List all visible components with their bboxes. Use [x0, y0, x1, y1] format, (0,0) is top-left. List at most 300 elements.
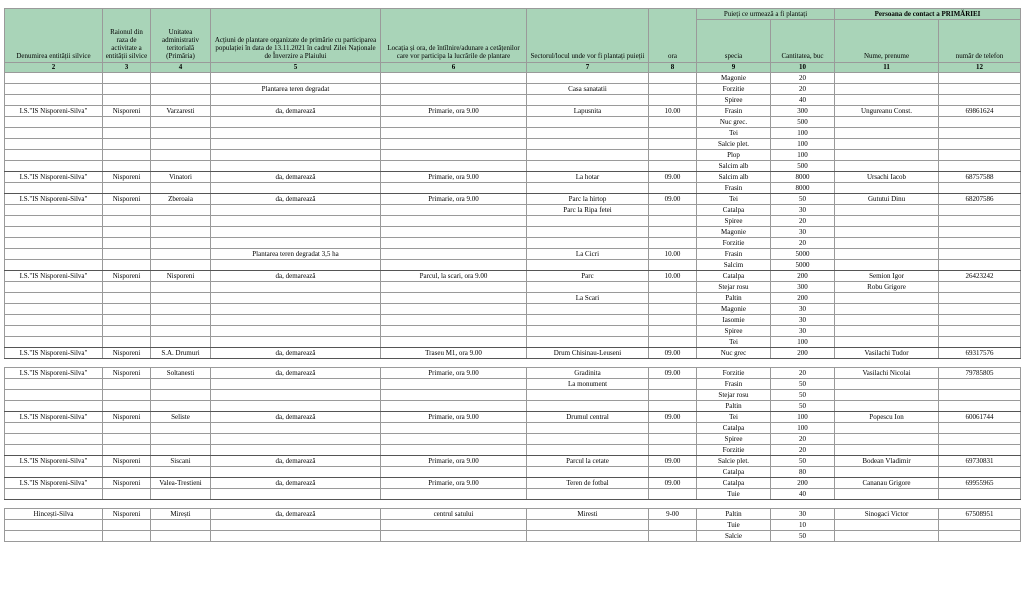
- town-hall-cell: [151, 84, 211, 95]
- table-row: [5, 368, 1021, 379]
- location-cell: [381, 84, 527, 95]
- contact-name-cell: Sinogaci Victor: [835, 509, 939, 520]
- actions-cell: da, demarează: [211, 348, 381, 359]
- sector-cell: [527, 337, 649, 348]
- sector-cell: [527, 73, 649, 84]
- phone-cell: [939, 304, 1021, 315]
- time-cell: [649, 216, 697, 227]
- spacer-cell: [939, 500, 1021, 509]
- sector-cell: Miresti: [527, 509, 649, 520]
- location-cell: [381, 282, 527, 293]
- table-row: [5, 216, 1021, 227]
- sector-cell: [527, 260, 649, 271]
- quantity-cell: 50: [771, 194, 835, 205]
- phone-cell: 60061744: [939, 412, 1021, 423]
- phone-cell: 69955965: [939, 478, 1021, 489]
- town-hall-cell: [151, 379, 211, 390]
- table-row: [5, 348, 1021, 359]
- table-row: [5, 282, 1021, 293]
- district-cell: Nisporeni: [103, 172, 151, 183]
- species-cell: Nuc grec: [697, 348, 771, 359]
- quantity-cell: 100: [771, 412, 835, 423]
- spacer-cell: [151, 359, 211, 368]
- sector-cell: Drumul central: [527, 412, 649, 423]
- quantity-cell: 8000: [771, 183, 835, 194]
- contact-name-cell: Popescu Ion: [835, 412, 939, 423]
- district-cell: [103, 205, 151, 216]
- time-cell: [649, 337, 697, 348]
- time-cell: [649, 531, 697, 542]
- entity-cell: I.S."IS Nisporeni-Silva": [5, 194, 103, 205]
- location-cell: [381, 304, 527, 315]
- actions-cell: [211, 434, 381, 445]
- actions-cell: [211, 282, 381, 293]
- district-cell: [103, 117, 151, 128]
- actions-cell: [211, 304, 381, 315]
- time-cell: 09.00: [649, 456, 697, 467]
- town-hall-cell: [151, 128, 211, 139]
- quantity-cell: 40: [771, 95, 835, 106]
- phone-cell: 26423242: [939, 271, 1021, 282]
- entity-cell: [5, 337, 103, 348]
- district-cell: [103, 249, 151, 260]
- actions-cell: da, demarează: [211, 194, 381, 205]
- entity-cell: I.S."IS Nisporeni-Silva": [5, 412, 103, 423]
- phone-cell: [939, 315, 1021, 326]
- sector-cell: [527, 467, 649, 478]
- quantity-cell: 50: [771, 390, 835, 401]
- location-cell: Primarie, ora 9.00: [381, 368, 527, 379]
- sector-cell: Parc la hirtop: [527, 194, 649, 205]
- species-cell: Stejar rosu: [697, 390, 771, 401]
- spacer-cell: [151, 500, 211, 509]
- location-cell: [381, 337, 527, 348]
- town-hall-cell: Vinatori: [151, 172, 211, 183]
- location-cell: [381, 315, 527, 326]
- sector-cell: [527, 117, 649, 128]
- species-cell: Spiree: [697, 216, 771, 227]
- header-phone: număr de telefon: [939, 20, 1021, 63]
- town-hall-cell: [151, 73, 211, 84]
- town-hall-cell: Mirești: [151, 509, 211, 520]
- sector-cell: [527, 95, 649, 106]
- location-cell: [381, 489, 527, 500]
- quantity-cell: 20: [771, 84, 835, 95]
- district-cell: [103, 73, 151, 84]
- actions-cell: [211, 390, 381, 401]
- location-cell: [381, 95, 527, 106]
- district-cell: [103, 337, 151, 348]
- species-cell: Nuc grec.: [697, 117, 771, 128]
- species-cell: Magonie: [697, 227, 771, 238]
- location-cell: [381, 238, 527, 249]
- quantity-cell: 50: [771, 401, 835, 412]
- quantity-cell: 200: [771, 478, 835, 489]
- actions-cell: [211, 445, 381, 456]
- location-cell: [381, 401, 527, 412]
- table-row: [5, 84, 1021, 95]
- entity-cell: [5, 401, 103, 412]
- location-cell: Primarie, ora 9.00: [381, 106, 527, 117]
- species-cell: Forzitie: [697, 368, 771, 379]
- contact-name-cell: Gututui Dinu: [835, 194, 939, 205]
- contact-name-cell: [835, 95, 939, 106]
- quantity-cell: 30: [771, 304, 835, 315]
- spacer-cell: [771, 359, 835, 368]
- time-cell: [649, 434, 697, 445]
- district-cell: Nisporeni: [103, 509, 151, 520]
- time-cell: [649, 304, 697, 315]
- location-cell: [381, 423, 527, 434]
- entity-cell: [5, 282, 103, 293]
- species-cell: Frasin: [697, 379, 771, 390]
- location-cell: [381, 161, 527, 172]
- entity-cell: [5, 520, 103, 531]
- district-cell: [103, 95, 151, 106]
- table-row: [5, 73, 1021, 84]
- spacer-cell: [649, 500, 697, 509]
- sector-cell: [527, 150, 649, 161]
- actions-cell: [211, 326, 381, 337]
- town-hall-cell: [151, 117, 211, 128]
- table-row: [5, 467, 1021, 478]
- time-cell: 10.00: [649, 249, 697, 260]
- time-cell: [649, 238, 697, 249]
- location-cell: [381, 205, 527, 216]
- header-location: Locația și ora, de întîlnire/adunare a cetățenilor care vor participa la lucrările de plantare: [381, 9, 527, 63]
- quantity-cell: 20: [771, 445, 835, 456]
- location-cell: [381, 227, 527, 238]
- species-cell: Frasin: [697, 183, 771, 194]
- district-cell: Nisporeni: [103, 271, 151, 282]
- time-cell: [649, 205, 697, 216]
- species-cell: Salcie plet.: [697, 456, 771, 467]
- quantity-cell: 8000: [771, 172, 835, 183]
- quantity-cell: 10: [771, 520, 835, 531]
- town-hall-cell: [151, 337, 211, 348]
- header-entity: Denumirea entității silvice: [5, 9, 103, 63]
- town-hall-cell: [151, 150, 211, 161]
- time-cell: 10.00: [649, 271, 697, 282]
- spacer-cell: [103, 500, 151, 509]
- phone-cell: [939, 445, 1021, 456]
- phone-cell: [939, 227, 1021, 238]
- time-cell: [649, 445, 697, 456]
- phone-cell: [939, 205, 1021, 216]
- town-hall-cell: [151, 401, 211, 412]
- phone-cell: [939, 467, 1021, 478]
- spacer-cell: [835, 359, 939, 368]
- header-group-seedlings: Puieți ce urmează a fi plantați: [697, 9, 835, 20]
- actions-cell: [211, 315, 381, 326]
- time-cell: [649, 423, 697, 434]
- spreadsheet: [4, 8, 1020, 542]
- table-row: [5, 304, 1021, 315]
- table-row: [5, 445, 1021, 456]
- species-cell: Catalpa: [697, 467, 771, 478]
- location-cell: [381, 183, 527, 194]
- actions-cell: da, demarează: [211, 368, 381, 379]
- sector-cell: [527, 445, 649, 456]
- district-cell: [103, 161, 151, 172]
- table-row: [5, 150, 1021, 161]
- actions-cell: [211, 260, 381, 271]
- quantity-cell: 100: [771, 337, 835, 348]
- phone-cell: 69317576: [939, 348, 1021, 359]
- contact-name-cell: [835, 304, 939, 315]
- location-cell: [381, 434, 527, 445]
- location-cell: [381, 326, 527, 337]
- species-cell: Salcim: [697, 260, 771, 271]
- time-cell: [649, 379, 697, 390]
- actions-cell: [211, 337, 381, 348]
- sector-cell: Parcul la cetate: [527, 456, 649, 467]
- district-cell: [103, 434, 151, 445]
- entity-cell: [5, 249, 103, 260]
- district-cell: Nisporeni: [103, 194, 151, 205]
- sector-cell: [527, 401, 649, 412]
- quantity-cell: 50: [771, 379, 835, 390]
- quantity-cell: 50: [771, 531, 835, 542]
- town-hall-cell: [151, 95, 211, 106]
- entity-cell: [5, 379, 103, 390]
- contact-name-cell: [835, 84, 939, 95]
- quantity-cell: 200: [771, 348, 835, 359]
- district-cell: [103, 238, 151, 249]
- spacer-cell: [649, 359, 697, 368]
- contact-name-cell: [835, 401, 939, 412]
- entity-cell: I.S."IS Nisporeni-Silva": [5, 368, 103, 379]
- sector-cell: Drum Chisinau-Leuseni: [527, 348, 649, 359]
- entity-cell: [5, 205, 103, 216]
- contact-name-cell: [835, 128, 939, 139]
- town-hall-cell: [151, 423, 211, 434]
- actions-cell: da, demarează: [211, 271, 381, 282]
- sector-cell: [527, 128, 649, 139]
- district-cell: Nisporeni: [103, 412, 151, 423]
- table-row: [5, 489, 1021, 500]
- time-cell: 9-00: [649, 509, 697, 520]
- actions-cell: [211, 227, 381, 238]
- contact-name-cell: [835, 216, 939, 227]
- town-hall-cell: [151, 282, 211, 293]
- quantity-cell: 300: [771, 282, 835, 293]
- time-cell: [649, 117, 697, 128]
- phone-cell: 68207586: [939, 194, 1021, 205]
- location-cell: [381, 249, 527, 260]
- spacer-cell: [771, 500, 835, 509]
- species-cell: Catalpa: [697, 478, 771, 489]
- contact-name-cell: [835, 238, 939, 249]
- entity-cell: [5, 304, 103, 315]
- table-row: [5, 520, 1021, 531]
- contact-name-cell: Ursachi Iacob: [835, 172, 939, 183]
- quantity-cell: 200: [771, 271, 835, 282]
- location-cell: [381, 150, 527, 161]
- actions-cell: [211, 161, 381, 172]
- entity-cell: I.S."IS Nisporeni-Silva": [5, 271, 103, 282]
- table-row: [5, 260, 1021, 271]
- quantity-cell: 20: [771, 368, 835, 379]
- contact-name-cell: [835, 73, 939, 84]
- entity-cell: [5, 216, 103, 227]
- town-hall-cell: [151, 531, 211, 542]
- quantity-cell: 40: [771, 489, 835, 500]
- time-cell: 10.00: [649, 106, 697, 117]
- table-row: [5, 423, 1021, 434]
- col-number: 9: [697, 63, 771, 73]
- spacer-cell: [381, 359, 527, 368]
- species-cell: Plop: [697, 150, 771, 161]
- sector-cell: [527, 183, 649, 194]
- entity-cell: I.S."IS Nisporeni-Silva": [5, 172, 103, 183]
- town-hall-cell: Seliste: [151, 412, 211, 423]
- spacer-cell: [211, 500, 381, 509]
- header-actions: Acțiuni de plantare organizate de primărie cu participarea populației în data de 13.11.2021 în cadrul Zilei Naționale de Înverzire a Plaiului: [211, 9, 381, 63]
- contact-name-cell: Vasilachi Nicolai: [835, 368, 939, 379]
- quantity-cell: 20: [771, 73, 835, 84]
- location-cell: [381, 445, 527, 456]
- sector-cell: Parc: [527, 271, 649, 282]
- phone-cell: [939, 238, 1021, 249]
- col-number: 7: [527, 63, 649, 73]
- species-cell: Frasin: [697, 106, 771, 117]
- actions-cell: Plantarea teren degradat 3,5 ha: [211, 249, 381, 260]
- table-row: [5, 95, 1021, 106]
- actions-cell: [211, 520, 381, 531]
- actions-cell: [211, 489, 381, 500]
- sector-cell: [527, 520, 649, 531]
- species-cell: Spiree: [697, 95, 771, 106]
- column-numbers-row: [5, 63, 1021, 73]
- location-cell: [381, 531, 527, 542]
- entity-cell: [5, 445, 103, 456]
- district-cell: [103, 520, 151, 531]
- species-cell: Tei: [697, 128, 771, 139]
- phone-cell: [939, 390, 1021, 401]
- sector-cell: [527, 238, 649, 249]
- contact-name-cell: Vasilachi Tudor: [835, 348, 939, 359]
- table-row: [5, 531, 1021, 542]
- table-row: [5, 315, 1021, 326]
- spacer-cell: [211, 359, 381, 368]
- actions-cell: da, demarează: [211, 509, 381, 520]
- town-hall-cell: [151, 434, 211, 445]
- district-cell: [103, 489, 151, 500]
- town-hall-cell: [151, 489, 211, 500]
- actions-cell: Plantarea teren degradat: [211, 84, 381, 95]
- contact-name-cell: [835, 520, 939, 531]
- contact-name-cell: Ungureanu Const.: [835, 106, 939, 117]
- town-hall-cell: [151, 445, 211, 456]
- spacer-cell: [835, 500, 939, 509]
- col-number: 2: [5, 63, 103, 73]
- town-hall-cell: [151, 161, 211, 172]
- actions-cell: [211, 401, 381, 412]
- district-cell: [103, 326, 151, 337]
- species-cell: Forzitie: [697, 238, 771, 249]
- town-hall-cell: [151, 315, 211, 326]
- time-cell: [649, 315, 697, 326]
- header-quantity: Cantitatea, buc: [771, 20, 835, 63]
- town-hall-cell: S.A. Drumuri: [151, 348, 211, 359]
- actions-cell: da, demarează: [211, 412, 381, 423]
- sector-cell: La monument: [527, 379, 649, 390]
- table-row: [5, 249, 1021, 260]
- table-row: [5, 434, 1021, 445]
- sector-cell: [527, 227, 649, 238]
- location-cell: [381, 467, 527, 478]
- time-cell: [649, 128, 697, 139]
- sector-cell: [527, 390, 649, 401]
- district-cell: [103, 282, 151, 293]
- contact-name-cell: [835, 326, 939, 337]
- contact-name-cell: [835, 434, 939, 445]
- town-hall-cell: [151, 227, 211, 238]
- quantity-cell: 100: [771, 423, 835, 434]
- phone-cell: 67508951: [939, 509, 1021, 520]
- time-cell: [649, 73, 697, 84]
- location-cell: Primarie, ora 9.00: [381, 478, 527, 489]
- town-hall-cell: Nisporeni: [151, 271, 211, 282]
- actions-cell: [211, 293, 381, 304]
- sector-cell: [527, 304, 649, 315]
- species-cell: Salcim alb: [697, 161, 771, 172]
- col-number: 5: [211, 63, 381, 73]
- contact-name-cell: [835, 379, 939, 390]
- entity-cell: [5, 161, 103, 172]
- town-hall-cell: Zberoaia: [151, 194, 211, 205]
- location-cell: Traseu M1, ora 9.00: [381, 348, 527, 359]
- table-row: [5, 401, 1021, 412]
- entity-cell: [5, 467, 103, 478]
- species-cell: Catalpa: [697, 205, 771, 216]
- entity-cell: [5, 84, 103, 95]
- quantity-cell: 30: [771, 509, 835, 520]
- entity-cell: [5, 139, 103, 150]
- location-cell: [381, 260, 527, 271]
- district-cell: [103, 467, 151, 478]
- species-cell: Tei: [697, 337, 771, 348]
- contact-name-cell: [835, 117, 939, 128]
- district-cell: [103, 445, 151, 456]
- district-cell: Nisporeni: [103, 106, 151, 117]
- phone-cell: [939, 489, 1021, 500]
- entity-cell: [5, 117, 103, 128]
- quantity-cell: 30: [771, 227, 835, 238]
- contact-name-cell: [835, 150, 939, 161]
- quantity-cell: 200: [771, 293, 835, 304]
- town-hall-cell: Valea-Trestieni: [151, 478, 211, 489]
- entity-cell: I.S."IS Nisporeni-Silva": [5, 348, 103, 359]
- time-cell: [649, 95, 697, 106]
- time-cell: [649, 150, 697, 161]
- town-hall-cell: [151, 260, 211, 271]
- contact-name-cell: [835, 293, 939, 304]
- header-contact-name: Nume, prenume: [835, 20, 939, 63]
- location-cell: [381, 379, 527, 390]
- table-row: [5, 337, 1021, 348]
- table-row: [5, 139, 1021, 150]
- phone-cell: [939, 337, 1021, 348]
- quantity-cell: 5000: [771, 260, 835, 271]
- actions-cell: [211, 95, 381, 106]
- town-hall-cell: [151, 249, 211, 260]
- planting-table: [4, 8, 1021, 542]
- actions-cell: [211, 216, 381, 227]
- entity-cell: [5, 150, 103, 161]
- contact-name-cell: Semion Igor: [835, 271, 939, 282]
